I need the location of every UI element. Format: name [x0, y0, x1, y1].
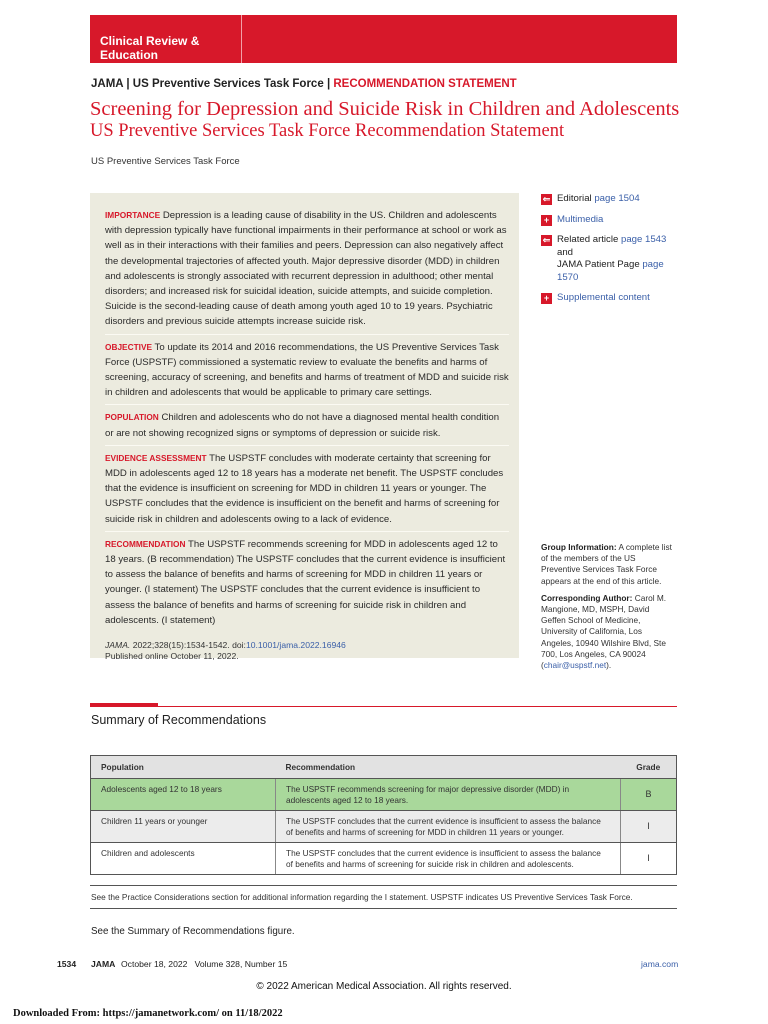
- table-row: [91, 843, 677, 875]
- related-article-link[interactable]: [541, 234, 681, 284]
- link-target[interactable]: page 1504: [594, 193, 640, 204]
- grade-cell: I: [621, 843, 677, 875]
- task-force-name: US Preventive Services Task Force: [132, 78, 324, 90]
- doi-link[interactable]: 10.1001/jama.2022.16946: [245, 640, 346, 651]
- section-heading: IMPORTANCE: [105, 210, 161, 220]
- published-date: Published online October 11, 2022.: [105, 651, 239, 662]
- section-text: Depression is a leading cause of disability in the US. Children and adolescents with depression typically have functional impairments in their performance at school or work as well as in their interactions with their families and peers. Depression can also negatively affect the developmental trajectories of affected youth. Major depressive disorder (MDD) in children and adolescents is strongly associated with recurrent depression in adulthood; other mental disorders; and increased risk for suicidal ideation, suicide attempts, and suicide completion. Suicide is the second-leading cause of death among youth aged 10 to 19 years. Psychiatric disorders and previous suicide attempts increase suicide risk.: [105, 210, 507, 328]
- multimedia-link[interactable]: [541, 214, 681, 227]
- abstract-recommendation: [105, 537, 509, 632]
- arrow-left-icon: ⇐: [542, 235, 551, 245]
- link-label: JAMA Patient Page: [557, 259, 640, 270]
- editorial-link[interactable]: [541, 193, 681, 206]
- footer-journal: JAMA: [91, 959, 116, 969]
- recommendation-cell: The USPSTF concludes that the current evidence is insufficient to assess the balance of benefits and harms of screening for suicide risk in children and adolescents.: [276, 843, 621, 875]
- closing-punct: ).: [606, 660, 612, 671]
- byline: US Preventive Services Task Force: [91, 156, 240, 167]
- link-target[interactable]: Supplemental content: [557, 292, 650, 303]
- population-cell: Children 11 years or younger: [91, 811, 276, 843]
- section-text: To update its 2014 and 2016 recommendations, the US Preventive Services Task Force (USPSTF) commissioned a systematic review to evaluate the benefits and harms of screening, accuracy of screening, and benefits and harms of treatment of MDD and suicide risk in children and adolescents that would be applicable to primary care settings.: [105, 341, 509, 399]
- related-links: [541, 193, 681, 313]
- summary-divider-accent: [90, 703, 158, 707]
- plus-icon: +: [541, 293, 552, 304]
- summary-title: Summary of Recommendations: [91, 713, 267, 727]
- article-subtitle: US Preventive Services Task Force Recommendation Statement: [90, 121, 565, 141]
- journal-kicker: [91, 78, 517, 90]
- kicker-separator: |: [326, 78, 331, 90]
- citation: [105, 640, 509, 662]
- section-text: Children and adolescents who do not have a diagnosed mental health condition or are not showing recognized signs or symptoms of depression or suicide risk.: [105, 412, 500, 439]
- citation-journal: JAMA.: [105, 640, 131, 651]
- article-title: Screening for Depression and Suicide Risk in Children and Adolescents: [90, 98, 680, 120]
- recommendation-cell: The USPSTF concludes that the current evidence is insufficient to assess the balance of benefits and harms of screening for MDD in children 11 years or younger.: [276, 811, 621, 843]
- group-info-text: A complete list of the members of the US Preventive Services Task Force appears at the end of this article.: [541, 542, 672, 586]
- section-heading: OBJECTIVE: [105, 341, 153, 352]
- summary-divider: [158, 706, 677, 707]
- table-row: [91, 779, 677, 811]
- link-label: and: [557, 246, 574, 258]
- section-label: Clinical Review & Education: [90, 15, 242, 63]
- grade-cell: I: [621, 811, 677, 843]
- link-target[interactable]: page 1570: [557, 259, 664, 283]
- grade-cell: B: [621, 779, 677, 811]
- kicker-separator: |: [126, 78, 130, 90]
- table-header-row: [91, 756, 677, 779]
- abstract-evidence: [105, 451, 509, 532]
- plus-icon: +: [541, 215, 552, 226]
- copyright-notice: © 2022 American Medical Association. All rights reserved.: [256, 981, 512, 992]
- column-header-recommendation: Recommendation: [276, 756, 621, 779]
- arrow-left-icon: ⇐: [542, 194, 551, 204]
- table-row: [91, 811, 677, 843]
- supplemental-link[interactable]: [541, 292, 681, 305]
- section-heading: RECOMMENDATION: [105, 538, 186, 549]
- abstract-importance: [105, 208, 509, 335]
- journal-website-link[interactable]: jama.com: [641, 959, 679, 969]
- article-type: RECOMMENDATION STATEMENT: [333, 78, 517, 90]
- author-info: [541, 542, 676, 671]
- section-heading: EVIDENCE ASSESSMENT: [105, 452, 207, 463]
- link-target[interactable]: Multimedia: [557, 213, 604, 225]
- recommendations-table: [90, 755, 677, 875]
- see-also-text: See the Summary of Recommendations figure.: [91, 926, 295, 937]
- citation-ref: 2022;328(15):1534-1542. doi:: [132, 640, 246, 651]
- section-heading: POPULATION: [105, 412, 159, 423]
- section-text: The USPSTF recommends screening for MDD in adolescents aged 12 to 18 years. (B recommendation) The USPSTF concludes that the current evidence is insufficient to assess the balance of benefits and harms of screening for MDD in children 11 years or younger. (I statement) The USPSTF concludes that the current evidence is insufficient to assess the balance of benefits and harms of screening for suicide risk in children and adolescents. (I statement): [105, 538, 506, 626]
- column-header-population: Population: [91, 756, 276, 779]
- abstract-population: [105, 410, 509, 445]
- recommendation-cell: The USPSTF recommends screening for major depressive disorder (MDD) in adolescents aged 12 to 18 years.: [276, 779, 621, 811]
- group-info-label: Group Information:: [541, 542, 617, 552]
- download-stamp: Downloaded From: https://jamanetwork.com/ on 11/18/2022: [13, 1008, 283, 1019]
- corresponding-author-label: Corresponding Author:: [541, 592, 633, 603]
- section-text: The USPSTF concludes with moderate certainty that screening for MDD in adolescents aged 12 to 18 years has a moderate net benefit. The USPSTF concludes that the evidence is insufficient on screening for MDD in children 11 years or younger. The USPSTF concludes that the evidence is insufficient on the benefit and harms of screening for suicide risk in children and adolescents owing to a lack of evidence.: [105, 452, 504, 525]
- email-link[interactable]: chair@uspstf.net: [543, 660, 607, 671]
- link-target[interactable]: page 1543: [621, 234, 667, 245]
- footer-issue: October 18, 2022 Volume 328, Number 15: [121, 959, 288, 969]
- abstract-objective: [105, 340, 509, 406]
- link-label: Related article: [557, 234, 619, 245]
- link-label: Editorial: [557, 193, 592, 204]
- page-number: 1534: [57, 959, 77, 969]
- corresponding-author-text: Carol M. Mangione, MD, MSPH, David Geffen School of Medicine, University of California, Los Angeles, 10940 Wilshire Blvd, Ste 700, Los Angeles, CA 90024 (: [541, 592, 667, 671]
- column-header-grade: Grade: [621, 756, 677, 779]
- population-cell: Adolescents aged 12 to 18 years: [91, 779, 276, 811]
- population-cell: Children and adolescents: [91, 843, 276, 875]
- journal-name: JAMA: [91, 78, 124, 90]
- table-footnote: See the Practice Considerations section for additional information regarding the I statement. USPSTF indicates US Preventive Services Task Force.: [90, 885, 677, 909]
- abstract-box: [90, 193, 519, 662]
